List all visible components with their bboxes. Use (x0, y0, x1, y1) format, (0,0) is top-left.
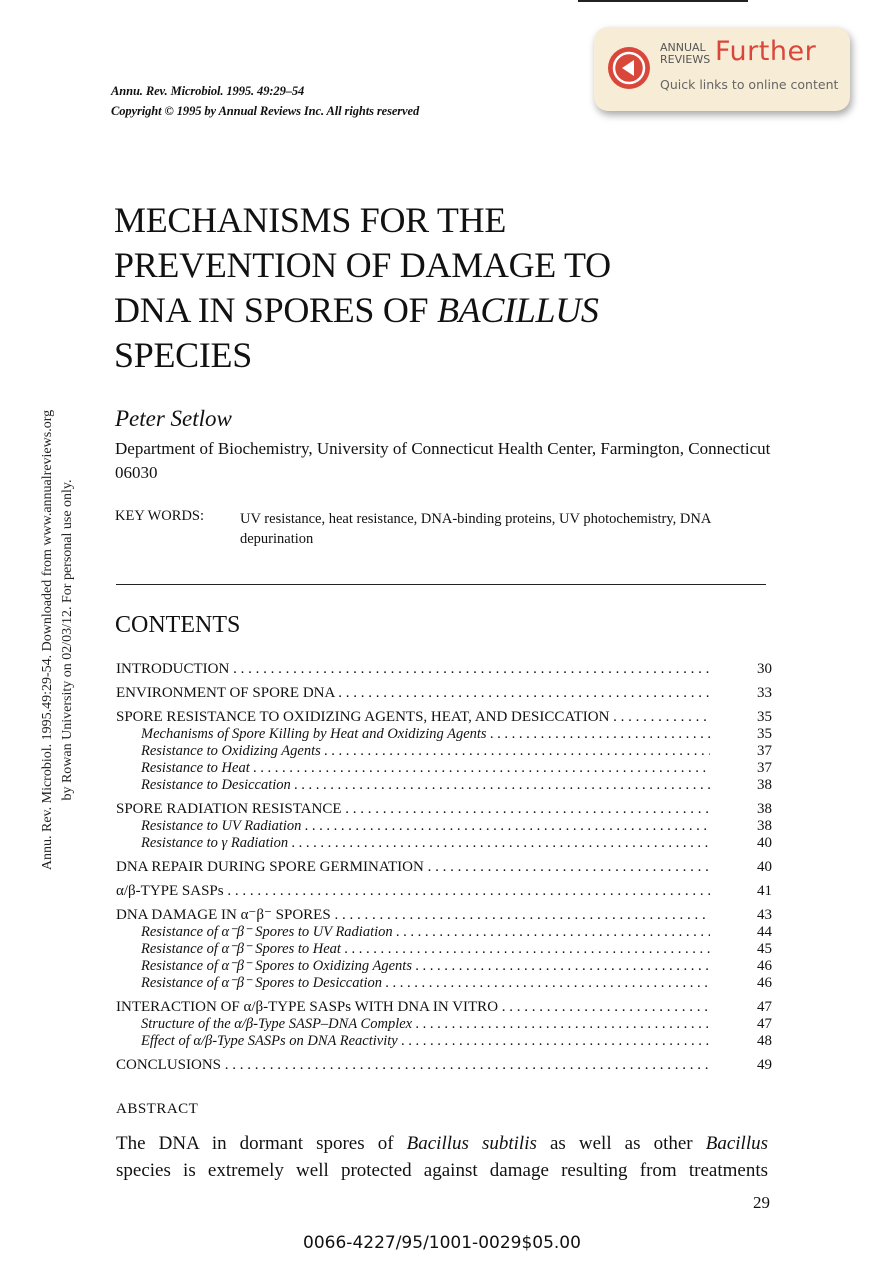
title-line-3-text: DNA IN SPORES OF (114, 290, 437, 330)
toc-entry-page: 43 (757, 907, 772, 923)
title-line-2: PREVENTION OF DAMAGE TO (114, 245, 611, 285)
further-word: Further (715, 36, 817, 67)
page-number: 29 (753, 1193, 770, 1212)
toc-entry (116, 957, 772, 975)
further-links-badge[interactable] (594, 27, 850, 111)
toc-entry (116, 1056, 772, 1074)
toc-entry-label: INTRODUCTION . . . (116, 660, 710, 678)
author-affiliation: Department of Biochemistry, University of Connecticut Health Center, Farmington, Connecticut 06030 (115, 439, 771, 482)
toc-entry-label: ENVIRONMENT OF SPORE DNA . . . (116, 684, 710, 702)
toc-entry-page: 38 (757, 777, 772, 793)
toc-entry-label: Resistance of α⁻β⁻ Spores to Oxidizing Agents . . . (141, 957, 710, 975)
abstract-species: Bacillus subtilis (406, 1133, 537, 1154)
toc-entry-label: DNA DAMAGE IN α⁻β⁻ SPORES . . . (116, 906, 710, 924)
toc-entry (116, 1032, 772, 1050)
toc-entry-label: Resistance of α⁻β⁻ Spores to UV Radiation . . . (141, 923, 710, 941)
toc-entry (116, 759, 772, 777)
toc-entry-page: 33 (757, 685, 772, 701)
toc-entry-label: Resistance to Desiccation . . . (141, 776, 710, 794)
abstract-heading (116, 1101, 198, 1118)
toc-entry (116, 708, 772, 726)
toc-entry (116, 725, 772, 743)
toc-entry-page: 35 (757, 726, 772, 742)
toc-entry-page: 35 (757, 709, 772, 725)
toc-entry-page: 37 (757, 760, 772, 776)
toc-entry-label: Resistance to UV Radiation . . . (141, 817, 710, 835)
abstract-text (116, 1130, 768, 1184)
toc-entry (116, 1015, 772, 1033)
toc-entry (116, 882, 772, 900)
further-subtitle: Quick links to online content (660, 77, 839, 92)
toc-entry (116, 817, 772, 835)
article-code: 0066-4227/95/1001-0029$05.00 (303, 1233, 581, 1253)
left-arrow-icon (608, 47, 650, 89)
toc-entry (116, 998, 772, 1016)
abstract-genus: Bacillus (705, 1133, 768, 1154)
toc-entry-label: Mechanisms of Spore Killing by Heat and Oxidizing Agents . . . (141, 725, 710, 743)
title-line-4: SPECIES (114, 335, 252, 375)
toc-entry-page: 44 (757, 924, 772, 940)
toc-entry-label: CONCLUSIONS . . . (116, 1056, 710, 1074)
citation-line-1: Annu. Rev. Microbiol. 1995. 49:29–54 (111, 84, 305, 98)
toc-entry-page: 41 (757, 883, 772, 899)
title-line-3 (114, 288, 611, 333)
toc-entry-page: 38 (757, 801, 772, 817)
abstract-heading-text: ABSTRACT (116, 1101, 199, 1117)
citation-line-2: Copyright © 1995 by Annual Reviews Inc. All rights reserved (111, 104, 420, 118)
toc-entry (116, 660, 772, 678)
contents-heading: CONTENTS (115, 612, 241, 638)
abstract-text-b: as well as other (536, 1133, 706, 1154)
toc-entry-page: 30 (757, 661, 772, 677)
journal-citation (111, 81, 419, 121)
toc-entry-page: 48 (757, 1033, 772, 1049)
keywords-label: KEY WORDS: (115, 508, 205, 524)
watermark-line-1: Annu. Rev. Microbiol. 1995.49:29-54. Downloaded from www.annualreviews.org (40, 409, 55, 871)
toc-entry-label: Resistance to γ Radiation . . . (141, 834, 710, 852)
toc-entry-label: Resistance of α⁻β⁻ Spores to Heat . . . (141, 940, 710, 958)
toc-entry-page: 47 (757, 999, 772, 1015)
toc-entry-page: 47 (757, 1016, 772, 1032)
toc-entry (116, 974, 772, 992)
toc-entry-page: 38 (757, 818, 772, 834)
toc-entry-label: Resistance to Oxidizing Agents . . . (141, 742, 710, 760)
keywords-text: UV resistance, heat resistance, DNA-binding proteins, UV photochemistry, DNA depurination (240, 511, 711, 547)
badge-line-2: REVIEWS (660, 53, 711, 66)
toc-entry-label: INTERACTION OF α/β-TYPE SASPs WITH DNA IN VITRO . . . (116, 998, 710, 1016)
toc-entry-label: SPORE RESISTANCE TO OXIDIZING AGENTS, HEAT, AND DESICCATION . . . (116, 708, 710, 726)
toc-entry-label: Effect of α/β-Type SASPs on DNA Reactivity . . . (141, 1032, 710, 1050)
badge-line-1: ANNUAL (660, 41, 706, 54)
abstract-text-a: The DNA in dormant spores of (116, 1133, 407, 1154)
toc-entry (116, 684, 772, 702)
top-rule (578, 0, 748, 2)
article-title (114, 198, 611, 378)
toc-entry-page: 37 (757, 743, 772, 759)
title-line-1: MECHANISMS FOR THE (114, 200, 507, 240)
annual-reviews-wordmark (660, 42, 710, 66)
toc-entry (116, 923, 772, 941)
toc-entry (116, 834, 772, 852)
abstract-line-2: species is extremely well protected against damage resulting from treatments (116, 1160, 768, 1181)
toc-entry-label: SPORE RADIATION RESISTANCE . . . (116, 800, 710, 818)
title-genus: BACILLUS (436, 290, 599, 330)
toc-entry (116, 742, 772, 760)
toc-entry-label: α/β-TYPE SASPs . . . (116, 882, 710, 900)
toc-entry-page: 45 (757, 941, 772, 957)
toc-entry (116, 906, 772, 924)
toc-entry-page: 40 (757, 835, 772, 851)
toc-entry (116, 776, 772, 794)
toc-entry (116, 858, 772, 876)
toc-entry-label: Resistance to Heat . . . (141, 759, 710, 777)
section-divider (116, 584, 766, 585)
toc-entry-page: 40 (757, 859, 772, 875)
watermark-line-2: by Rowan University on 02/03/12. For personal use only. (60, 479, 75, 801)
toc-entry (116, 800, 772, 818)
toc-entry-label: Structure of the α/β-Type SASP–DNA Complex . . . (141, 1015, 710, 1033)
author-name: Peter Setlow (115, 406, 232, 431)
toc-entry-page: 49 (757, 1057, 772, 1073)
toc-entry-page: 46 (757, 975, 772, 991)
toc-entry-label: Resistance of α⁻β⁻ Spores to Desiccation . . . (141, 974, 710, 992)
download-watermark (38, 360, 78, 920)
abstract-line-1 (116, 1130, 768, 1157)
toc-entry-label: DNA REPAIR DURING SPORE GERMINATION . . . (116, 858, 710, 876)
toc-entry (116, 940, 772, 958)
toc-entry-page: 46 (757, 958, 772, 974)
